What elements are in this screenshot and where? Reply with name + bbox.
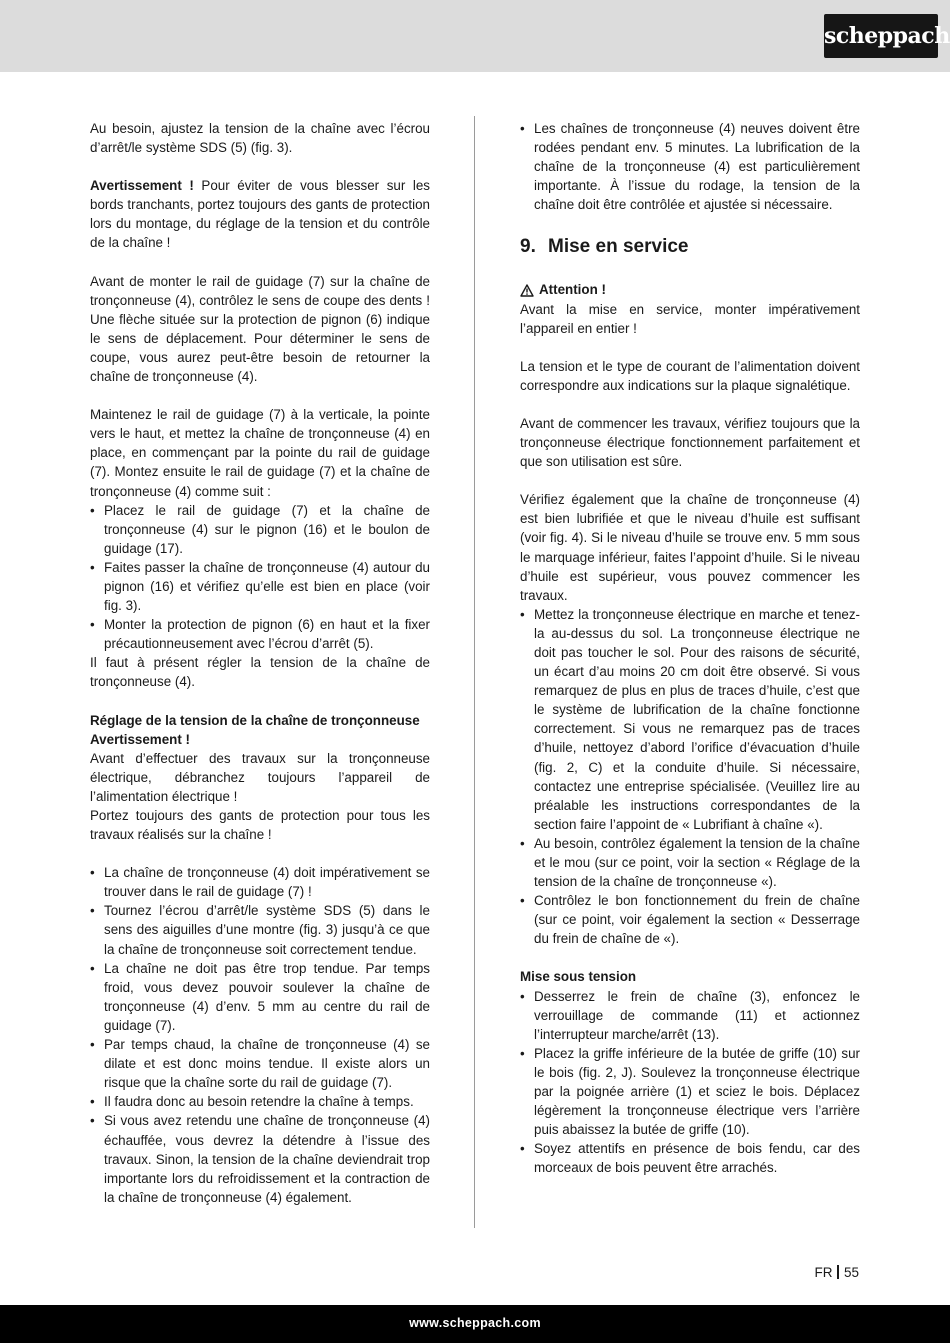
list-item: • Desserrez le frein de chaîne (3), enfoncez le verrouillage de commande (11) et actionnez l’interrupteur marche/arrêt (13). — [520, 987, 860, 1044]
language-code: FR — [814, 1265, 833, 1280]
brand-logo: scheppach — [824, 14, 938, 58]
subheading: Réglage de la tension de la chaîne de tronçonneuse — [90, 712, 420, 728]
list-item: • La chaîne ne doit pas être trop tendue. Par temps froid, vous devez pouvoir soulever la chaîne de tronçonneuse (4) d’env. 5 mm au centre du rail de guidage (7). — [90, 959, 430, 1035]
paragraph: Vérifiez également que la chaîne de tronçonneuse (4) est bien lubrifiée et que le niveau d’huile est suffisant (voir fig. 4). Si le niveau d’huile se trouve env. 5 mm sous le marquage inférieur, faites l’appoint d’huile. Si le niveau d’huile est supérieur, vous pouvez commencer les travaux. — [520, 492, 860, 603]
list-item: • Placez le rail de guidage (7) et la chaîne de tronçonneuse (4) sur le pignon (16) et le boulon de guidage (17). — [90, 501, 430, 558]
page-number — [814, 1265, 859, 1280]
paragraph: Avant de monter le rail de guidage (7) sur la chaîne de tronçonneuse (4), contrôlez le sens de coupe des dents ! Une flèche située sur la protection de pignon (6) indique le sens de déplacement. Pour déterminer le sens de coupe, vous aurez peut-être besoin de retourner la chaîne de tronçonneuse (4). — [90, 273, 430, 385]
separator — [837, 1265, 839, 1279]
subheading: Mise sous tension — [520, 969, 637, 985]
paragraph: Avant de commencer les travaux, vérifiez toujours que la tronçonneuse électrique fonctionnement parfaitement et que son utilisation est sûre. — [520, 415, 860, 470]
bullet-list — [90, 863, 430, 1207]
section-title: Mise en service — [548, 236, 689, 258]
list-item: • Placez la griffe inférieure de la butée de griffe (10) sur le bois (fig. 2, J). Soulevez la tronçonneuse électrique par la poignée arrière (1) et sciez le bois. Déplacez légèrement la tronçonneuse électrique vers l’arrière puis abaissez la butée de griffe (10). — [520, 1044, 860, 1139]
list-item: • Faites passer la chaîne de tronçonneuse (4) autour du pignon (16) et vérifiez qu’elle est bien en place (voir fig. 3). — [90, 558, 430, 615]
paragraph: Maintenez le rail de guidage (7) à la verticale, la pointe vers le haut, et mettez la chaîne de tronçonneuse (4) en place, en commençant par la pointe du rail de guidage (7). Montez ensuite le rail de guidage (7) et la chaîne de tronçonneuse (4) comme suit : — [90, 407, 430, 499]
list-item: • Soyez attentifs en présence de bois fendu, car des morceaux de bois peuvent être arrachés. — [520, 1139, 860, 1177]
column-divider — [474, 116, 475, 1228]
warning-label: Avertissement ! — [90, 731, 190, 747]
bullet-list — [520, 987, 860, 1178]
attention-line — [520, 280, 860, 299]
list-item: • La chaîne de tronçonneuse (4) doit impérativement se trouver dans le rail de guidage (7) ! — [90, 863, 430, 901]
page-number-value: 55 — [843, 1265, 859, 1280]
right-column — [520, 119, 860, 1178]
list-item: • Monter la protection de pignon (6) en haut et la fixer précautionneusement avec l’écrou d’arrêt (5). — [90, 615, 430, 653]
warning-text: Avant d’effectuer des travaux sur la tronçonneuse électrique, débranchez toujours l’appareil de l’alimentation électrique ! — [90, 750, 430, 804]
list-item: • Par temps chaud, la chaîne de tronçonneuse (4) se dilate et est donc moins tendue. Il existe alors un risque que la chaîne sorte du rail de guidage (7). — [90, 1035, 430, 1092]
warning-triangle-icon — [520, 284, 534, 297]
header-band — [0, 0, 950, 72]
paragraph: La tension et le type de courant de l’alimentation doivent correspondre aux indications sur la plaque signalétique. — [520, 358, 860, 393]
bullet-list — [520, 605, 860, 949]
list-item: • Tournez l’écrou d’arrêt/le système SDS (5) dans le sens des aiguilles d’une montre (fig. 3) jusqu’à ce que la chaîne de tronçonneuse soit correctement tendue. — [90, 901, 430, 958]
footer-band — [0, 1305, 950, 1343]
left-column — [90, 119, 430, 1207]
bullet-list — [90, 501, 430, 654]
paragraph: Portez toujours des gants de protection pour tous les travaux réalisés sur la chaîne ! — [90, 808, 430, 843]
section-number: 9. — [520, 236, 536, 258]
list-item: • Il faudra donc au besoin retendre la chaîne à temps. — [90, 1092, 430, 1111]
list-item: • Contrôlez le bon fonctionnement du frein de chaîne (sur ce point, voir également la section « Desserrage du frein de chaîne de «). — [520, 891, 860, 948]
list-item: • Mettez la tronçonneuse électrique en marche et tenez-la au-dessus du sol. La tronçonneuse électrique ne doit pas toucher le sol. Pour des raisons de sécurité, un écart d’au moins 20 cm doit être observé. Si vous remarquez de plus en plus de traces d’huile, c’est que le système de lubrification de la chaîne fonctionne correctement. Si vous ne remarquez pas de traces d’huile, nettoyez d’abord l’orifice d’évacuation d’huile (fig. 2, C) et la conduite d’huile. Si nécessaire, contactez une entreprise spécialisée. (Veuillez lire au préalable les instructions correspondantes de la section faire l’appoint de « Lubrifiant à chaîne «). — [520, 605, 860, 834]
attention-text: Avant la mise en service, monter impérativement l’appareil en entier ! — [520, 301, 860, 336]
warning-text: Pour éviter de vous blesser sur les bords tranchants, portez toujours des gants de protection lors du montage, du réglage de la tension et du contrôle de la chaîne ! — [90, 178, 430, 251]
paragraph: Il faut à présent régler la tension de la chaîne de tronçonneuse (4). — [90, 655, 430, 690]
list-item: • Si vous avez retendu une chaîne de tronçonneuse (4) échauffée, vous devrez la détendre à l’issue des travaux. Sinon, la tension de la chaîne deviendrait trop importante lors du refroidissement et la contraction de la chaîne de tronçonneuse (4) également. — [90, 1111, 430, 1206]
attention-label: Attention ! — [539, 282, 606, 298]
list-item: • Au besoin, contrôlez également la tension de la chaîne et le mou (sur ce point, voir la section « Réglage de la tension de la chaîne de tronçonneuse «). — [520, 834, 860, 891]
warning-label: Avertissement ! — [90, 178, 194, 194]
section-heading — [520, 236, 860, 258]
bullet-list — [520, 119, 860, 214]
list-item: • Les chaînes de tronçonneuse (4) neuves doivent être rodées pendant env. 5 minutes. La lubrification de la chaîne de la tronçonneuse (4) est particulièrement importante. À l’issue du rodage, la tension de la chaîne doit être contrôlée et ajustée si nécessaire. — [520, 119, 860, 214]
website-link[interactable]: www.scheppach.com — [409, 1316, 541, 1330]
paragraph: Au besoin, ajustez la tension de la chaîne avec l’écrou d’arrêt/le système SDS (5) (fig. 3). — [90, 121, 430, 156]
warning-paragraph — [90, 176, 430, 252]
